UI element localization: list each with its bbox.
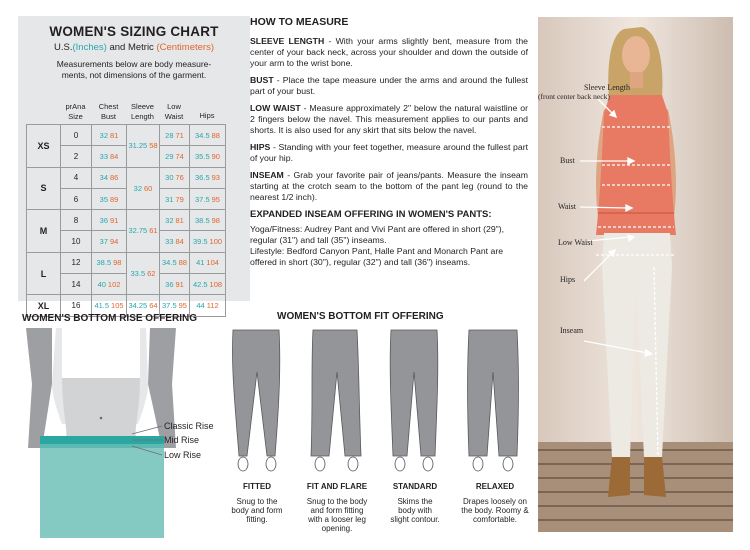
hp-cell [190, 274, 226, 295]
fit-description-2 [375, 497, 455, 524]
size-label: M [39, 225, 48, 236]
value-cm: 64 [149, 301, 158, 311]
rise-body-diagram [22, 328, 242, 538]
lw-cell [160, 146, 190, 167]
header-hips [189, 111, 225, 121]
sleeve-length-text: - With your arms slightly bent, measure from the center of your back neck, across your shoulder and down the outside of your arm to the wrist bone. [250, 36, 528, 68]
fit-description-line: with a looser leg [308, 515, 366, 524]
pr-cell [61, 231, 92, 252]
value-inches: 32 [99, 130, 108, 140]
classic-rise-label: Classic Rise [164, 421, 214, 431]
prana-size: 12 [71, 258, 81, 268]
value-inches: 33.5 [130, 269, 146, 279]
header-text: Length [131, 111, 154, 121]
fit-description-line: and form fitting [310, 506, 364, 515]
value-inches: 37 [99, 237, 108, 247]
how-to-measure-title: HOW TO MEASURE [250, 16, 349, 28]
low-waist-text: - Measure approximately 2" below the natural waistline or 2 fingers below the navel. This measurement applies to our pants and shorts. It is also used for any skirt that sits below the navel. [250, 103, 528, 135]
header-text: Sleeve [131, 102, 154, 111]
prana-size: 16 [71, 301, 81, 311]
size-label: L [40, 268, 47, 279]
fit-pants-diagram [215, 326, 538, 476]
chart-note-line: ments, not dimensions of the garment. [61, 70, 207, 80]
sl-cell [127, 252, 160, 295]
subtitle-centimeters: (Centimeters) [156, 42, 214, 53]
size-label: S [40, 183, 47, 194]
value-inches: 36 [165, 279, 174, 289]
rise-illustration [22, 328, 242, 538]
fit-name-3: RELAXED [475, 482, 515, 491]
header-text: Size [68, 111, 83, 121]
sl-cell [127, 125, 160, 168]
sleeve-length-instruction [250, 36, 528, 69]
value-cm: 86 [110, 173, 119, 183]
value-cm: 94 [110, 237, 119, 247]
value-inches: 29 [165, 151, 174, 161]
low-rise-label: Low Rise [164, 450, 202, 460]
fit-description-line: fitting. [246, 515, 268, 524]
sz-cell [27, 125, 61, 168]
value-cm: 100 [209, 237, 223, 247]
value-inches: 42.5 [192, 279, 208, 289]
photo-label-waist: Waist [558, 202, 577, 211]
value-cm: 102 [107, 279, 121, 289]
value-inches: 30 [165, 173, 174, 183]
value-cm: 112 [206, 301, 219, 311]
header-sleeve-length [126, 102, 159, 121]
value-inches: 40 [97, 279, 106, 289]
rise-section-title: WOMEN'S BOTTOM RISE OFFERING [22, 313, 197, 324]
fit-name-1: FIT AND FLARE [306, 482, 368, 491]
value-cm: 60 [144, 183, 153, 193]
value-inches: 31.25 [128, 141, 148, 151]
chart-note-line: Measurements below are body measure- [56, 59, 212, 69]
value-cm: 81 [110, 130, 119, 140]
prana-size: 2 [73, 151, 79, 161]
fit-section-title: WOMEN'S BOTTOM FIT OFFERING [277, 311, 444, 322]
value-inches: 34.25 [128, 301, 148, 311]
hp-cell [190, 231, 226, 252]
fit-description-line: body and form [231, 506, 283, 515]
value-inches: 38.5 [96, 258, 112, 268]
photo-label-sleeve-length-sub: (front center back neck) [538, 92, 610, 101]
cb-cell [92, 125, 127, 146]
value-inches: 39.5 [192, 237, 208, 247]
value-cm: 62 [147, 269, 156, 279]
bust-text: - Place the tape measure under the arms and around the fullest part of your bust. [250, 75, 528, 96]
value-cm: 88 [211, 130, 220, 140]
prana-size: 10 [71, 237, 81, 247]
fitted-pant-icon [232, 330, 279, 456]
header-text: Waist [164, 111, 184, 121]
photo-label-bust: Bust [560, 156, 575, 165]
pr-cell [61, 146, 92, 167]
fit-description-line: Drapes loosely on [462, 497, 528, 506]
inseam-instruction [250, 170, 528, 203]
standard-pant-icon [390, 330, 438, 456]
value-cm: 91 [110, 215, 119, 225]
value-inches: 34.5 [162, 258, 177, 268]
photo-label-inseam: Inseam [560, 326, 584, 335]
hp-cell [190, 252, 226, 273]
header-text: Chest [98, 102, 119, 111]
sizing-chart-panel [18, 16, 250, 311]
mid-rise-label: Mid Rise [164, 435, 200, 445]
how-to-measure-section [250, 16, 528, 274]
fit-description-0 [217, 497, 297, 524]
value-inches: 32 [133, 183, 142, 193]
value-cm: 71 [175, 130, 184, 140]
value-inches: 32 [165, 215, 174, 225]
pr-cell [61, 188, 92, 209]
chart-title: WOMEN'S SIZING CHART [49, 24, 219, 39]
lw-cell [160, 231, 190, 252]
value-inches: 37.5 [162, 301, 177, 311]
header-chest-bust [91, 102, 126, 121]
value-cm: 95 [178, 301, 187, 311]
header-text: Low [167, 102, 181, 111]
value-inches: 38.5 [195, 215, 210, 225]
expanded-inseam-title: EXPANDED INSEAM OFFERING IN WOMEN'S PANTS: [250, 209, 492, 220]
table-row [27, 167, 226, 188]
header-text: Hips [199, 111, 215, 120]
inseam-text: - Grab your favorite pair of jeans/pants. Measure the inseam starting at the crotch seam to the bottom of the pant leg (round to the nearest 1/2 inch). [250, 170, 528, 202]
cb-cell [92, 231, 127, 252]
sizing-table [26, 124, 226, 317]
lw-cell [160, 188, 190, 209]
fit-and-flare-pant-icon [311, 330, 361, 456]
fit-description-3 [455, 497, 535, 524]
sz-cell [27, 252, 61, 295]
value-inches: 36 [99, 215, 108, 225]
chart-note [28, 59, 240, 81]
value-inches: 41 [196, 258, 205, 268]
low-waist-label: LOW WAIST [250, 103, 301, 113]
value-cm: 88 [178, 258, 187, 268]
relaxed-pant-icon [468, 330, 519, 456]
hp-cell [190, 167, 226, 188]
value-inches: 35.5 [195, 151, 210, 161]
value-inches: 35 [99, 194, 108, 204]
value-cm: 91 [175, 279, 184, 289]
header-text: prAna [65, 102, 86, 111]
value-cm: 76 [175, 173, 184, 183]
subtitle-inches: (Inches) [72, 42, 107, 53]
cb-cell [92, 146, 127, 167]
header-text: Bust [100, 111, 116, 121]
prana-size: 6 [73, 194, 79, 204]
cb-cell [92, 167, 127, 188]
value-cm: 84 [110, 151, 119, 161]
value-cm: 89 [110, 194, 119, 204]
pr-cell [61, 167, 92, 188]
prana-size: 8 [73, 215, 79, 225]
low-waist-instruction [250, 103, 528, 136]
cb-cell [92, 274, 127, 295]
cb-cell [92, 188, 127, 209]
value-cm: 90 [211, 151, 220, 161]
subtitle-and-metric: and Metric [109, 42, 154, 53]
prana-size: 0 [73, 130, 79, 140]
header-low-waist [159, 102, 189, 121]
value-inches: 41.5 [94, 301, 110, 311]
size-label: XS [37, 140, 50, 151]
pr-cell [61, 252, 92, 273]
fit-offerings [215, 326, 538, 541]
value-inches: 44 [196, 301, 205, 311]
fit-description-line: slight contour. [390, 515, 440, 524]
cb-cell [92, 210, 127, 231]
value-inches: 34 [99, 173, 108, 183]
fit-name-0: FITTED [243, 482, 271, 491]
bust-instruction [250, 75, 528, 97]
fit-description-line: Snug to the body [306, 497, 368, 506]
value-cm: 105 [111, 301, 124, 311]
value-inches: 33 [165, 237, 174, 247]
hp-cell [190, 125, 226, 146]
size-label: XL [37, 300, 50, 311]
inseam-label: INSEAM [250, 170, 284, 180]
value-inches: 34.5 [195, 130, 210, 140]
fit-description-line: body with [398, 506, 432, 515]
pr-cell [61, 274, 92, 295]
table-row [27, 252, 226, 273]
lw-cell [160, 125, 190, 146]
lifestyle-text: Lifestyle: Bedford Canyon Pant, Halle Pant and Monarch Pant are offered in short (30"), regular (32") and tall (36") inseams. [250, 246, 504, 267]
lw-cell [160, 210, 190, 231]
photo-label-sleeve-length: Sleeve Length [584, 83, 630, 92]
fit-description-1 [297, 497, 377, 533]
model-photo [538, 17, 733, 532]
sl-cell [127, 210, 160, 253]
cb-cell [92, 252, 127, 273]
hp-cell [190, 210, 226, 231]
model-illustration [538, 17, 733, 532]
hips-label: HIPS [250, 142, 271, 152]
value-cm: 81 [175, 215, 184, 225]
photo-label-low-waist: Low Waist [558, 238, 593, 247]
value-inches: 32.75 [128, 226, 148, 236]
table-row [27, 210, 226, 231]
prana-size: 4 [73, 173, 79, 183]
fit-description-line: opening. [321, 524, 353, 533]
header-prana-size [60, 102, 91, 121]
sz-cell [27, 210, 61, 253]
hips-instruction [250, 142, 528, 164]
value-cm: 84 [175, 237, 184, 247]
value-cm: 98 [113, 258, 122, 268]
pr-cell [61, 210, 92, 231]
chart-subtitle [18, 42, 250, 53]
value-cm: 95 [211, 194, 220, 204]
fit-description-line: Snug to the [236, 497, 278, 506]
value-cm: 79 [175, 194, 184, 204]
sleeve-length-label: SLEEVE LENGTH [250, 36, 325, 46]
value-inches: 28 [165, 130, 174, 140]
hp-cell [190, 146, 226, 167]
table-row [27, 125, 226, 146]
lw-cell [160, 274, 190, 295]
value-inches: 31 [165, 194, 174, 204]
value-cm: 58 [149, 141, 158, 151]
bust-label: BUST [250, 75, 274, 85]
lw-cell [160, 252, 190, 273]
value-inches: 33 [99, 151, 108, 161]
value-cm: 108 [209, 279, 223, 289]
fit-name-2: STANDARD [392, 482, 438, 491]
value-cm: 74 [175, 151, 184, 161]
value-cm: 98 [211, 215, 220, 225]
hp-cell [190, 188, 226, 209]
value-cm: 93 [211, 173, 220, 183]
lw-cell [160, 167, 190, 188]
yoga-fitness-text: Yoga/Fitness: Audrey Pant and Vivi Pant are offered in short (29"), regular (31") and tall (35") inseams. [250, 224, 505, 245]
value-inches: 37.5 [195, 194, 210, 204]
photo-label-hips: Hips [560, 275, 576, 284]
sl-cell [127, 167, 160, 210]
value-inches: 36.5 [195, 173, 210, 183]
fit-description-line: the body. Roomy & [461, 506, 529, 515]
value-cm: 104 [206, 258, 219, 268]
pr-cell [61, 125, 92, 146]
hips-text: - Standing with your feet together, measure around the fullest part of your hip. [250, 142, 528, 163]
prana-size: 14 [71, 279, 81, 289]
sz-cell [27, 167, 61, 210]
subtitle-us: U.S. [54, 42, 73, 53]
value-cm: 61 [149, 226, 158, 236]
fit-description-line: Skims the [397, 497, 433, 506]
fit-description-line: comfortable. [472, 515, 518, 524]
